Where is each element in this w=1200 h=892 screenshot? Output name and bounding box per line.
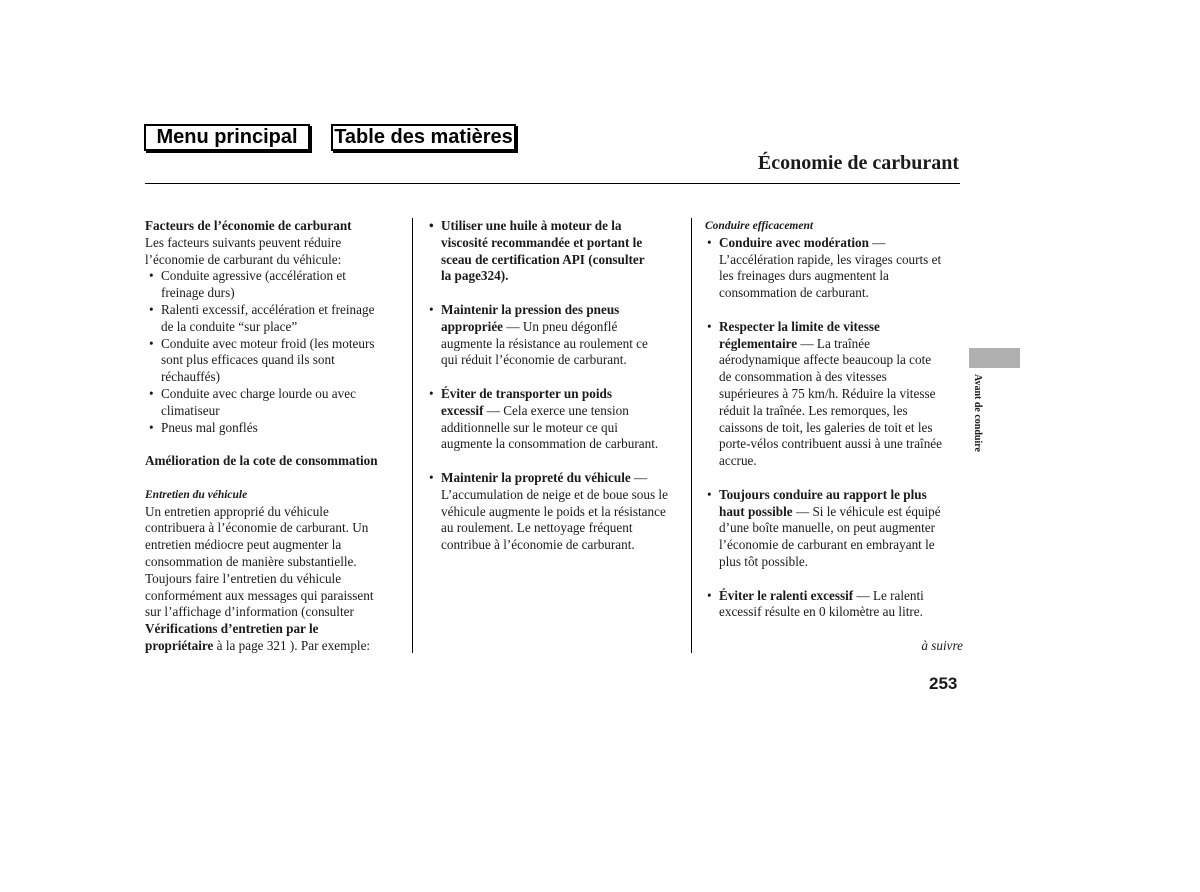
section-tab bbox=[969, 348, 1020, 368]
list-item: • Conduite agressive (accélération et freinage durs) bbox=[145, 268, 407, 302]
list-item: • Respecter la limite de vitesse réglementaire — La traînée aérodynamique affecte beaucoup la cote de consommation à des vitesses supérieures à 75 km/h. Réduire la vitesse réduit la traînée. Les remorques, les caissons de toit, les galeries de toit et les porte-vélos contribuent aussi à une traînée accrue. bbox=[705, 319, 963, 470]
cross-reference-link[interactable]: Vérifications d’entretien par le bbox=[145, 621, 319, 637]
list-item: • Maintenir la pression des pneus appropriée — Un pneu dégonflé augmente la résistance au roulement ce qui réduit l’économie de carburant. bbox=[427, 302, 682, 369]
page-title: Économie de carburant bbox=[757, 152, 959, 174]
text-line: sur l’affichage d’information (consulter bbox=[145, 604, 354, 620]
list-item: • Éviter le ralenti excessif — Le ralenti excessif résulte en 0 kilomètre au litre. bbox=[705, 588, 963, 622]
list-item: • Pneus mal gonflés bbox=[145, 420, 407, 437]
text-line: l’économie de carburant du véhicule: bbox=[145, 251, 342, 267]
column-1 bbox=[145, 218, 407, 655]
continued-label: à suivre bbox=[921, 637, 963, 653]
list-item: • Maintenir la propreté du véhicule — L’accumulation de neige et de boue sous le véhicule augmente le poids et la résistance au roulement. Le nettoyage fréquent contribue à l’économie de carburant. bbox=[427, 470, 682, 554]
text-line: conformément aux messages qui paraissent bbox=[145, 587, 374, 603]
text-line: consommation de manière substantielle. bbox=[145, 553, 357, 569]
list-item: • Conduite avec charge lourde ou avec climatiseur bbox=[145, 386, 407, 420]
text-line: contribuera à l’économie de carburant. Un bbox=[145, 520, 369, 536]
list-item: • Conduire avec modération — L’accélération rapide, les virages courts et les freinages durs augmentent la consommation de carburant. bbox=[705, 235, 963, 302]
text-line: Les facteurs suivants peuvent réduire bbox=[145, 234, 342, 250]
section-tab-label: Avant de conduire bbox=[972, 374, 983, 452]
cross-reference-link[interactable]: propriétaire bbox=[145, 637, 214, 653]
text-line: propriétaire à la page 321 ). Par exemple: bbox=[145, 637, 371, 653]
text-line: Un entretien approprié du véhicule bbox=[145, 503, 329, 519]
list-item: • Éviter de transporter un poids excessif — Cela exerce une tension additionnelle sur le moteur ce qui augmente la consommation de carburant. bbox=[427, 386, 682, 453]
main-menu-button[interactable]: Menu principal bbox=[144, 124, 310, 151]
page-number: 253 bbox=[929, 674, 958, 693]
table-of-contents-button[interactable]: Table des matières bbox=[331, 124, 516, 151]
column-2 bbox=[427, 218, 682, 554]
list-item: • Utiliser une huile à moteur de la viscosité recommandée et portant le sceau de certification API (consulter la page324). bbox=[427, 218, 682, 285]
list-item: • Conduite avec moteur froid (les moteurs sont plus efficaces quand ils sont réchauffés) bbox=[145, 336, 407, 386]
list-item: • Toujours conduire au rapport le plus haut possible — Si le véhicule est équipé d’une boîte manuelle, on peut augmenter l’économie de carburant en embrayant le plus tôt possible. bbox=[705, 487, 963, 571]
subsection-heading: Conduire efficacement bbox=[705, 220, 814, 232]
subsection-heading: Entretien du véhicule bbox=[145, 488, 248, 501]
column-3 bbox=[705, 218, 963, 655]
list-item: • Ralenti excessif, accélération et freinage de la conduite “sur place” bbox=[145, 302, 407, 336]
title-divider bbox=[145, 183, 960, 184]
column-divider-1 bbox=[412, 218, 413, 653]
section-heading: Amélioration de la cote de consommation bbox=[145, 453, 378, 469]
column-divider-2 bbox=[691, 218, 692, 653]
section-heading: Facteurs de l’économie de carburant bbox=[145, 218, 352, 233]
text-line: entretien médiocre peut augmenter la bbox=[145, 537, 342, 553]
text-line: Toujours faire l’entretien du véhicule bbox=[145, 570, 342, 586]
